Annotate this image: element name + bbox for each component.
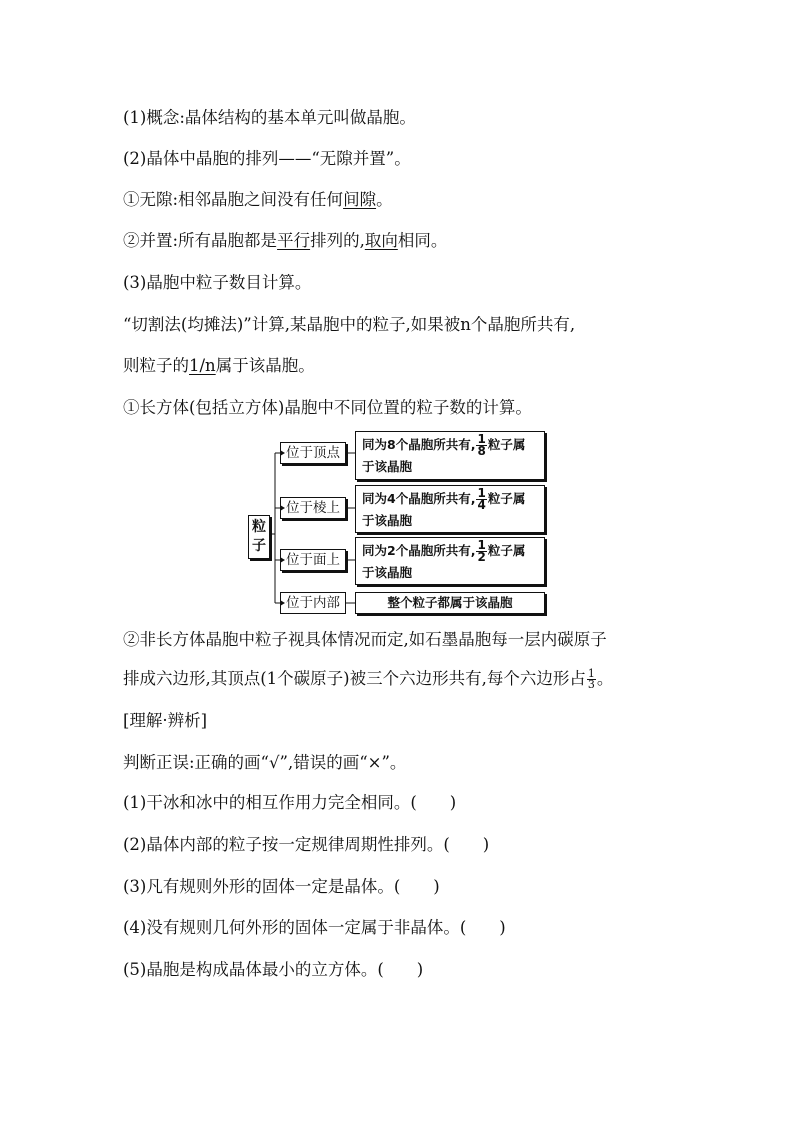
fraction-1-2: $\frac{1}{2}$ (477, 538, 486, 564)
graphite-line: 排成六边形,其顶点(1个碳原子)被三个六边形共有,每个六边形占 $\frac{1}{3}$ 。 (123, 667, 614, 691)
question-3: (3)凡有规则外形的固体一定是晶体。( ) (123, 877, 440, 896)
parallel-line: ②并置:所有晶胞都是平行排列的,取向相同。 (123, 231, 448, 250)
cuboid-line: ①长方体(包括立方体)晶胞中不同位置的粒子数的计算。 (123, 398, 532, 417)
particle-count-diagram (246, 428, 552, 616)
answer-parallel: 平行 (277, 231, 311, 250)
concept-line: (1)概念:晶体结构的基本单元叫做晶胞。 (123, 108, 416, 127)
desc-edge: 同为4个晶胞所共有, $\frac{1}{4}$ 粒子属 于该晶胞 (355, 485, 545, 533)
question-2: (2)晶体内部的粒子按一定规律周期性排列。( ) (123, 835, 490, 854)
arrangement-line: (2)晶体中晶胞的排列——“无隙并置”。 (123, 149, 411, 168)
position-edge: 位于棱上 (280, 497, 346, 519)
non-cuboid-line: ②非长方体晶胞中粒子视具体情况而定,如石墨晶胞每一层内碳原子 (123, 630, 607, 649)
answer-gap: 间隙 (343, 190, 377, 209)
question-1: (1)干冰和冰中的相互作用力完全相同。( ) (123, 793, 457, 812)
desc-vertex: 同为8个晶胞所共有, $\frac{1}{8}$ 粒子属 于该晶胞 (355, 431, 545, 480)
fraction-1-3: $\frac{1}{3}$ (587, 667, 595, 691)
section-heading: [理解·辨析] (123, 711, 208, 730)
position-interior: 位于内部 (280, 592, 346, 614)
instruction-line: 判断正误:正确的画“√”,错误的画“×”。 (123, 753, 407, 772)
desc-face: 同为2个晶胞所共有, $\frac{1}{2}$ 粒子属 于该晶胞 (355, 537, 545, 585)
question-5: (5)晶胞是构成晶体最小的立方体。( ) (123, 960, 424, 979)
particle-root-box: 粒 子 (248, 515, 270, 559)
answer-orientation: 取向 (364, 231, 398, 250)
position-vertex: 位于顶点 (280, 442, 346, 464)
no-gap-line: ①无隙:相邻晶胞之间没有任何间隙。 (123, 190, 393, 209)
desc-interior: 整个粒子都属于该晶胞 (355, 592, 545, 614)
fraction-1-4: $\frac{1}{4}$ (477, 486, 486, 512)
count-heading: (3)晶胞中粒子数目计算。 (123, 273, 312, 292)
fraction-1-8: $\frac{1}{8}$ (477, 432, 486, 458)
fraction-line: 则粒子的1/n属于该晶胞。 (123, 356, 315, 375)
position-face: 位于面上 (280, 549, 346, 571)
cutting-method-line: “切割法(均摊法)”计算,某晶胞中的粒子,如果被n个晶胞所共有, (123, 315, 576, 334)
question-4: (4)没有规则几何外形的固体一定属于非晶体。( ) (123, 918, 506, 937)
answer-1-over-n: 1/n (189, 356, 216, 375)
